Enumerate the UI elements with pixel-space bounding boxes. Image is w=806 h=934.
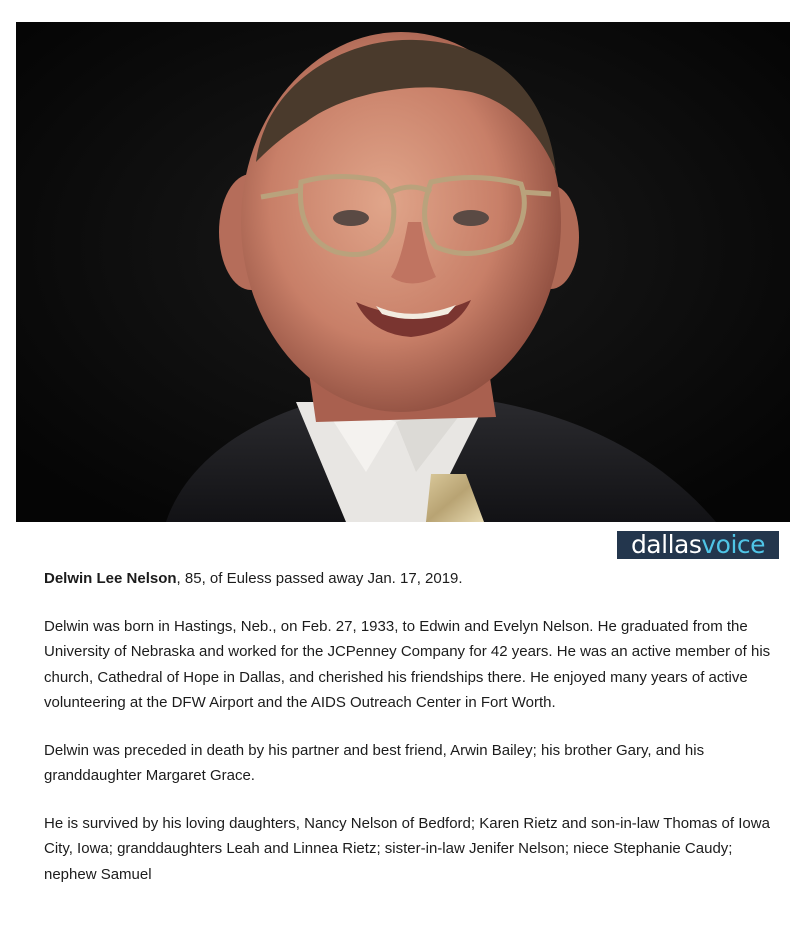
deceased-name: Delwin Lee Nelson [44,570,177,587]
portrait-illustration [16,22,790,522]
obituary-paragraph-preceded: Delwin was preceded in death by his partner and best friend, Arwin Bailey; his brother Gary, and his granddaughter Margaret Grace. [44,741,705,784]
logo-text-dallas: dallas [630,530,702,559]
obituary-paragraph-biography: Delwin was born in Hastings, Neb., on Feb. 27, 1933, to Edwin and Evelyn Nelson. He graduated from the University of Nebraska and worked for the JCPenney Company for 42 years. He was an active member of his church, Cathedral of Hope in Dallas, and cherished his friendships there. He enjoyed many years of active volunteering at the DFW Airport and the AIDS Outreach Center in Fort Worth. [44,617,771,711]
dallas-voice-logo[interactable] [617,531,779,559]
obituary-body [44,566,784,909]
lead-text: , 85, of Euless passed away Jan. 17, 2019. [176,570,463,587]
logo-text-voice: voice [701,530,766,559]
obituary-lead [44,566,784,592]
portrait-photo [16,22,790,522]
obituary-paragraph-survivors: He is survived by his loving daughters, Nancy Nelson of Bedford; Karen Rietz and son-in-law Thomas of Iowa City, Iowa; granddaughters Leah and Linnea Rietz; sister-in-law Jenifer Nelson; niece Stephanie Caudy; nephew Samuel [44,814,770,883]
